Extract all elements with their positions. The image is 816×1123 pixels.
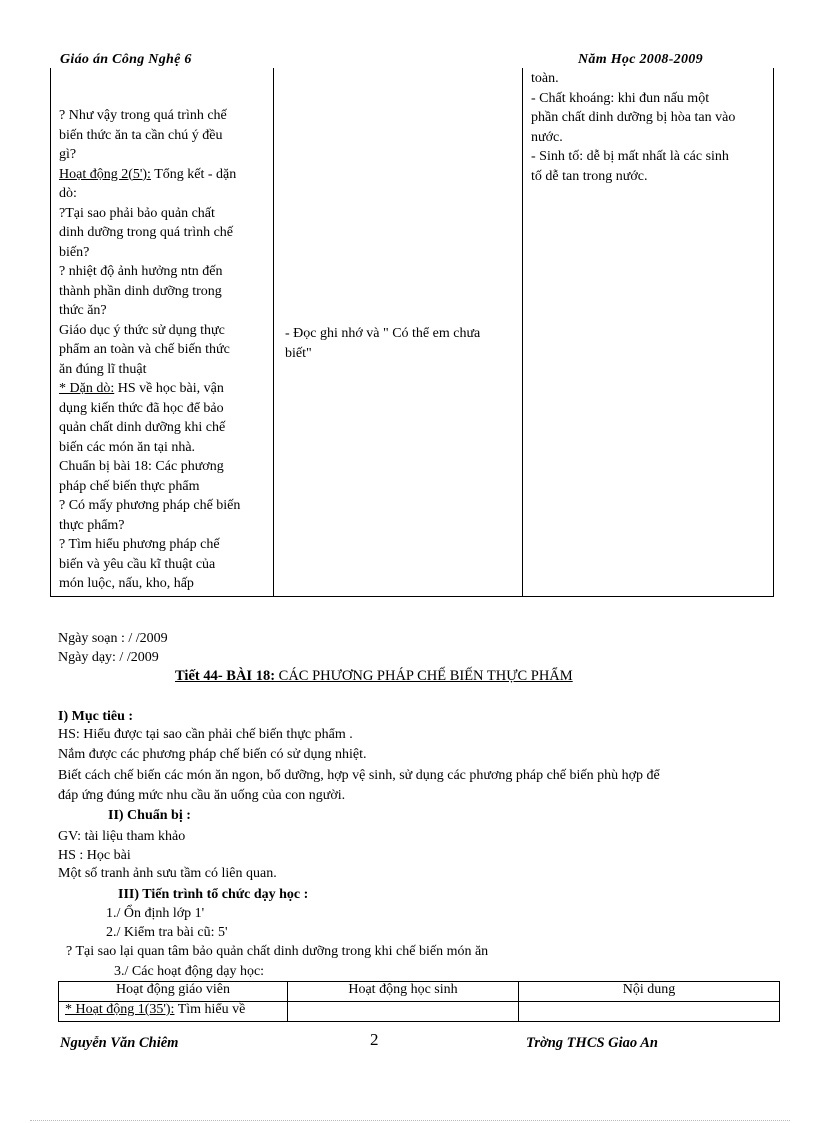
table-row [59, 1002, 780, 1022]
section-preparation-heading: II) Chuẩn bị : [108, 808, 191, 823]
underlined-label: * Dặn dò: [59, 381, 115, 396]
page-number: 2 [370, 1030, 379, 1049]
lesson-title-rest: CÁC PHƯƠNG PHÁP CHẾ BIẾN THỰC PHẨM [275, 668, 573, 684]
cell-line: ? nhiệt độ ảnh hưởng ntn đến [59, 264, 223, 279]
table-header-row [59, 982, 780, 1002]
header-content: Nội dung [519, 982, 780, 1002]
cell-line: dinh dưỡng trong quá trình chế [59, 225, 234, 240]
cell-line [59, 165, 269, 185]
lesson-title [175, 668, 573, 685]
cell-line: nước. [531, 129, 563, 145]
underlined-label: Hoạt động 2(5'): [59, 166, 151, 182]
review-question: ? Tại sao lại quan tâm bảo quản chất dinh dưỡng trong khi chế biến món ăn [66, 944, 489, 959]
student-activity-cell [285, 324, 515, 363]
procedure-step-3: 3./ Các hoạt động dạy học: [114, 964, 265, 979]
cell-line: quản chất dinh dưỡng khi chế [59, 420, 226, 435]
column-divider [522, 68, 523, 596]
cell-line: Chuẩn bị bài 18: Các phương [59, 459, 224, 474]
cell-line: thức ăn? [59, 303, 107, 318]
cell-line: ?Tại sao phải bảo quản chất [59, 205, 215, 221]
page-edge [30, 1120, 790, 1121]
cell-line: biến các món ăn tại nhà. [59, 439, 196, 455]
objective-line: HS: Hiểu được tại sao cần phải chế biến thực phẩm . [58, 727, 353, 742]
preparation-student: HS : Học bài [58, 848, 131, 863]
cell-line: ăn đúng lĩ thuật [59, 361, 147, 377]
activity-1-text: Tìm hiểu về [174, 1002, 246, 1017]
activity-1-label: * Hoạt động 1(35'): [65, 1002, 175, 1017]
teacher-activity-cell [59, 106, 269, 594]
header-left: Giáo án Công Nghệ 6 [60, 52, 192, 67]
cell-line: gì? [59, 147, 77, 162]
content-cell-empty [519, 1002, 780, 1022]
cell-line [59, 379, 269, 399]
cell-line: - Sinh tố: dễ bị mất nhất là các sinh [531, 149, 729, 164]
cell-line: biết" [285, 345, 312, 361]
section-objectives-heading: I) Mục tiêu : [58, 709, 134, 724]
activity-1-cell [59, 1002, 288, 1022]
cell-line: pháp chế biến thực phẩm [59, 478, 200, 494]
footer-author: Nguyễn Văn Chiêm [60, 1035, 179, 1051]
cell-line: phần chất dinh dưỡng bị hòa tan vào [531, 110, 736, 125]
section-procedure-heading: III) Tiến trình tổ chức dạy học : [118, 887, 309, 902]
header-student-activity: Hoạt động học sinh [288, 982, 519, 1002]
cell-line: - Đọc ghi nhớ và " Có thể em chưa [285, 326, 481, 341]
date-taught: Ngày dạy: / /2009 [58, 650, 159, 665]
preparation-extra: Một số tranh ảnh sưu tầm có liên quan. [58, 866, 277, 881]
cell-line: ? Tìm hiểu phương pháp chế [59, 537, 220, 552]
cell-line: biến và yêu cầu kĩ thuật của [59, 556, 216, 572]
cell-line: - Chất khoáng: khi đun nấu một [531, 90, 710, 106]
lesson-table-continued [50, 68, 774, 597]
label-rest: HS về học bài, vận [114, 381, 224, 396]
objective-line: Biết cách chế biến các món ăn ngon, bổ dưỡng, hợp vệ sinh, sử dụng các phương pháp chế biến phù hợp để [58, 768, 660, 783]
cell-line: thành phần dinh dưỡng trong [59, 283, 222, 299]
student-cell-empty [288, 1002, 519, 1022]
cell-line: món luộc, nấu, kho, hấp [59, 576, 194, 591]
header-right: Năm Học 2008-2009 [578, 52, 703, 67]
procedure-step-1: 1./ Ổn định lớp 1' [106, 906, 205, 921]
cell-line: thực phẩm? [59, 517, 125, 533]
activities-table [58, 981, 780, 1022]
cell-line: biến thức ăn ta cần chú ý đều [59, 127, 223, 143]
cell-line: dụng kiến thức đã học để bảo [59, 400, 224, 416]
cell-line: Giáo dục ý thức sử dụng thực [59, 322, 225, 338]
cell-line: biến? [59, 244, 90, 260]
column-divider [273, 68, 274, 596]
label-rest: Tổng kết - dặn [150, 166, 237, 182]
cell-line: tố dễ tan trong nước. [531, 168, 648, 184]
objective-line: Nắm được các phương pháp chế biến có sử dụng nhiệt. [58, 747, 367, 762]
cell-line: ? Có mấy phương pháp chế biến [59, 498, 241, 513]
cell-line: toàn. [531, 71, 559, 86]
date-prepared: Ngày soạn : / /2009 [58, 631, 168, 646]
lesson-title-main: Tiết 44- BÀI 18: [175, 668, 276, 684]
content-cell [531, 69, 769, 186]
header-teacher-activity: Hoạt động giáo viên [59, 982, 288, 1002]
procedure-step-2: 2./ Kiểm tra bài cũ: 5' [106, 925, 228, 940]
preparation-teacher: GV: tài liệu tham khảo [58, 829, 186, 844]
cell-line: dò: [59, 186, 77, 201]
objective-line: đáp ứng đúng mức nhu cầu ăn uống của con người. [58, 788, 346, 803]
cell-line: ? Như vậy trong quá trình chế [59, 108, 227, 123]
cell-line: phẩm an toàn và chế biến thức [59, 342, 230, 357]
footer-school: Trờng THCS Giao An [526, 1035, 659, 1051]
